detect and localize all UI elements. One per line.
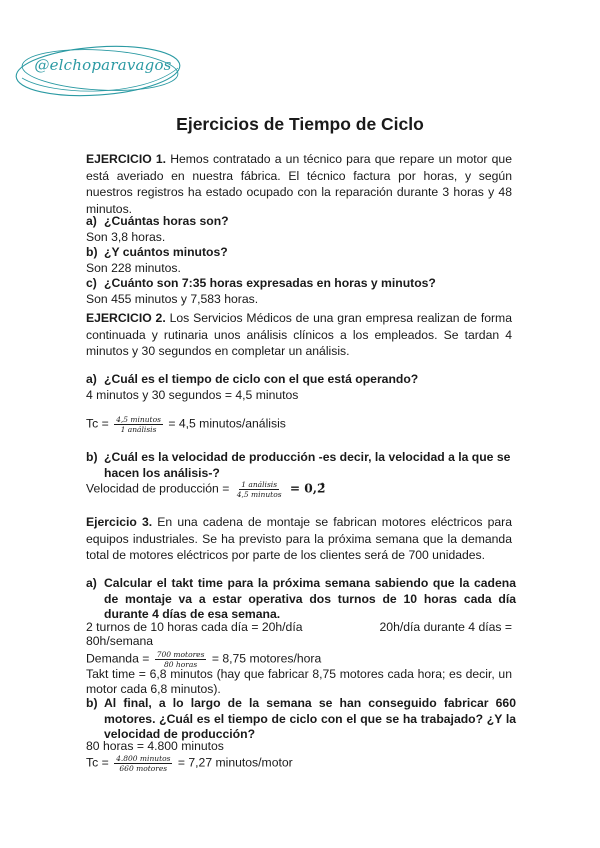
answer-3a-takt: Takt time = 6,8 minutos (hay que fabricar 8,75 motores cada hora; es decir, un motor cada 6,8 minutos). [86, 667, 512, 696]
question-2a: a) ¿Cuál es el tiempo de ciclo con el que está operando? 4 minutos y 30 segundos = 4,5 minutos [86, 372, 516, 403]
fraction: $\frac{\text{700 motores}}{\text{80 horas}}$ [156, 650, 205, 669]
answer-2a-line: 4 minutos y 30 segundos = 4,5 minutos [86, 387, 299, 402]
question-1a: a) ¿Cuántas horas son? [86, 214, 229, 228]
exercise-3-label: Ejercicio 3. [86, 515, 153, 529]
question-1c: c) ¿Cuánto son 7:35 horas expresadas en horas y minutos? [86, 276, 436, 290]
question-3b: b) Al final, a lo largo de la semana se han conseguido fabricar 660 motores. ¿Cuál es el tiempo de ciclo con el que se ha trabajado? ¿Y la velocidad de producción? [86, 696, 516, 741]
question-1b: b) ¿Y cuántos minutos? [86, 245, 228, 259]
exercise-3-text: En una cadena de montaje se fabrican motores eléctricos para equipos industriales. Se ha previsto para la próxima semana que la demanda total de motores eléctricos por parte de los clientes será de 700 unidades. [86, 515, 513, 562]
exercise-1-text: Hemos contratado a un técnico para que repare un motor que está averiado en nuestra fábrica. El técnico factura por horas, y según nuestros registros ha estado ocupado con la reparación durante 3 horas y 48 minutos. [86, 152, 512, 216]
answer-1b: Son 228 minutos. [86, 260, 181, 275]
fraction: $\frac{\text{1 análisis}}{\text{4,5 minutos}}$ [236, 480, 282, 499]
page-title: Ejercicios de Tiempo de Ciclo [176, 114, 424, 134]
logo-text: @elchoparavagos [34, 56, 172, 74]
fraction: $\frac{\text{4.800 minutos}}{\text{660 motores}}$ [116, 754, 171, 773]
answer-1c: Son 455 minutos y 7,583 horas. [86, 291, 259, 306]
answer-3a-line2: 80h/semana [86, 634, 154, 648]
answer-3a-line1: 2 turnos de 10 horas cada día = 20h/día 20h/día durante 4 días = [86, 620, 512, 634]
answer-3b-line: 80 horas = 4.800 minutos [86, 739, 224, 753]
exercise-1-statement [86, 151, 512, 217]
formula-tc-2a: Tc = $\frac{\text{4,5 minutos}}{\text{1 análisis}}$ = 4,5 minutos/análisis [86, 415, 286, 434]
question-3a: a) Calcular el takt time para la próxima semana sabiendo que la cadena de montaje va a estar operativa dos turnos de 10 horas cada día durante 4 días de esa semana. [86, 576, 516, 621]
formula-tc-3b: Tc = $\frac{\text{4.800 minutos}}{\text{660 motores}}$ = 7,27 minutos/motor [86, 754, 293, 773]
exercise-1-questions [86, 214, 516, 307]
exercise-1-label: EJERCICIO 1. [86, 152, 167, 166]
exercise-2-label: EJERCICIO 2. [86, 311, 166, 325]
logo [12, 38, 184, 104]
question-2b: b) ¿Cuál es la velocidad de producción -es decir, la velocidad a la que se hacen los análisis-? [86, 450, 511, 480]
exercise-3-statement [86, 514, 512, 564]
exercise-2-statement [86, 310, 512, 360]
formula-demand-3a: Demanda = $\frac{\text{700 motores}}{\text{80 horas}}$ = 8,75 motores/hora [86, 650, 322, 669]
exercise-2-text: Los Servicios Médicos de una gran empresa realizan de forma continuada y rutinaria unos análisis clínicos a los empleados. Se tardan 4 minutos y 30 segundos en completar un análisis. [86, 311, 512, 358]
answer-1a: Son 3,8 horas. [86, 229, 166, 244]
fraction: $\frac{\text{4,5 minutos}}{\text{1 análisis}}$ [116, 415, 161, 434]
formula-velocity-2b: Velocidad de producción = $\frac{\text{1 análisis}}{\text{4,5 minutos}}$ = 0,2̂ [86, 480, 326, 499]
